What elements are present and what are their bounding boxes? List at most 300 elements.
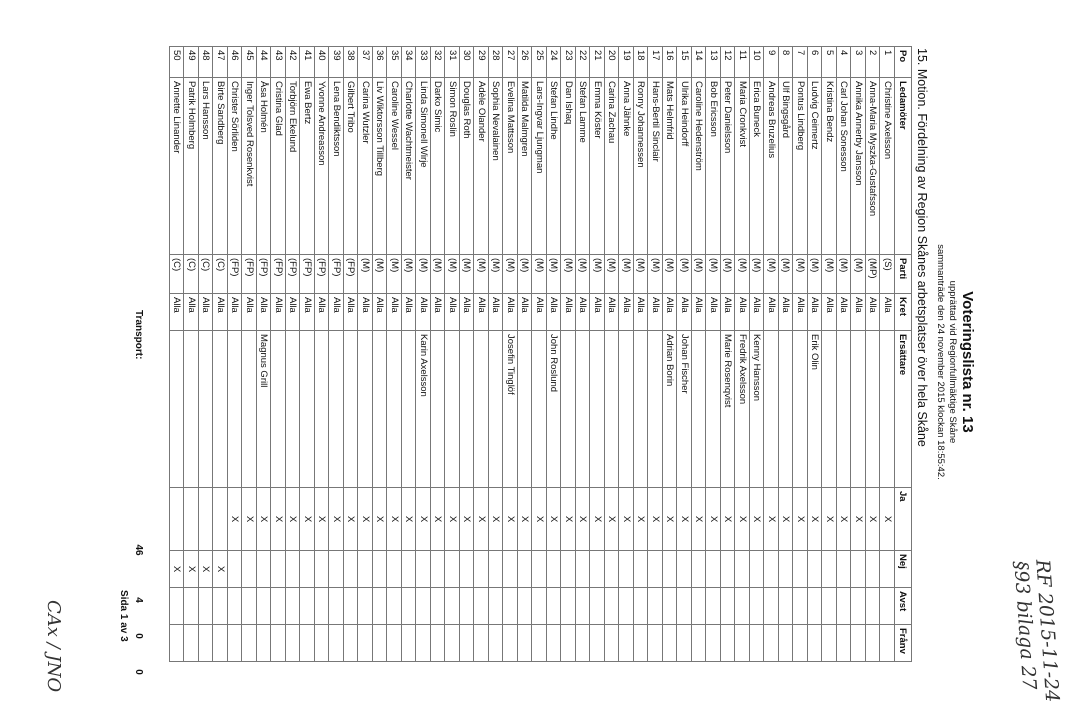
cell-nej	[634, 551, 649, 588]
cell-kret: Alla	[590, 294, 605, 331]
table-row	[344, 47, 359, 662]
cell-ersattare	[474, 331, 489, 488]
cell-nej	[779, 551, 794, 588]
table-row	[271, 47, 286, 662]
cell-avst	[315, 588, 330, 625]
cell-ersattare: Kenny Hansson	[750, 331, 765, 488]
cell-franv	[445, 625, 460, 662]
cell-name: Stefan Lindhe	[547, 78, 562, 255]
cell-parti: (M)	[358, 255, 373, 294]
cell-ersattare	[402, 331, 417, 488]
agenda-item-text: Motion. Fördelning av Region Skånes arbetsplatser över hela Skåne	[915, 68, 929, 447]
cell-franv	[866, 625, 881, 662]
agenda-item-heading	[915, 48, 929, 447]
cell-avst	[750, 588, 765, 625]
cell-po: 27	[503, 47, 518, 78]
cell-avst	[257, 588, 272, 625]
cell-ersattare	[387, 331, 402, 488]
cell-kret: Alla	[822, 294, 837, 331]
cell-franv	[547, 625, 562, 662]
cell-nej	[271, 551, 286, 588]
cell-po: 13	[706, 47, 721, 78]
cell-franv	[721, 625, 736, 662]
cell-ja: X	[228, 488, 243, 551]
cell-franv	[489, 625, 504, 662]
cell-name: Erica Buneck	[750, 78, 765, 255]
cell-parti: (M)	[532, 255, 547, 294]
cell-ja: X	[648, 488, 663, 551]
cell-avst	[344, 588, 359, 625]
cell-kret: Alla	[619, 294, 634, 331]
vote-table-body	[170, 47, 895, 662]
cell-po: 38	[344, 47, 359, 78]
table-row	[779, 47, 794, 662]
cell-franv	[213, 625, 228, 662]
cell-franv	[793, 625, 808, 662]
table-row	[518, 47, 533, 662]
cell-po: 39	[329, 47, 344, 78]
cell-franv	[257, 625, 272, 662]
cell-ja: X	[445, 488, 460, 551]
cell-ja: X	[474, 488, 489, 551]
transport-avst-total: 0	[133, 633, 144, 639]
cell-nej	[387, 551, 402, 588]
cell-nej	[750, 551, 765, 588]
cell-parti: (M)	[445, 255, 460, 294]
cell-kret: Alla	[561, 294, 576, 331]
cell-ersattare: Johan Fischer	[677, 331, 692, 488]
cell-avst	[880, 588, 895, 625]
cell-avst	[300, 588, 315, 625]
cell-name: Douglas Roth	[460, 78, 475, 255]
cell-po: 49	[184, 47, 199, 78]
cell-po: 24	[547, 47, 562, 78]
cell-parti: (M)	[735, 255, 750, 294]
cell-franv	[228, 625, 243, 662]
cell-parti: (M)	[692, 255, 707, 294]
cell-nej	[242, 551, 257, 588]
cell-nej	[561, 551, 576, 588]
cell-avst	[779, 588, 794, 625]
cell-ersattare: Karin Axelsson	[416, 331, 431, 488]
cell-po: 1	[880, 47, 895, 78]
cell-ersattare	[228, 331, 243, 488]
cell-parti: (C)	[170, 255, 185, 294]
cell-name: Darko Simic	[431, 78, 446, 255]
cell-nej: X	[213, 551, 228, 588]
cell-franv	[242, 625, 257, 662]
table-row	[474, 47, 489, 662]
table-row	[634, 47, 649, 662]
cell-kret: Alla	[445, 294, 460, 331]
cell-franv	[750, 625, 765, 662]
cell-parti: (FP)	[257, 255, 272, 294]
cell-parti: (M)	[779, 255, 794, 294]
cell-avst	[489, 588, 504, 625]
cell-ersattare	[605, 331, 620, 488]
cell-parti: (M)	[431, 255, 446, 294]
table-row	[489, 47, 504, 662]
cell-nej	[315, 551, 330, 588]
table-row	[373, 47, 388, 662]
cell-franv	[677, 625, 692, 662]
table-row	[677, 47, 692, 662]
cell-nej	[735, 551, 750, 588]
cell-po: 23	[561, 47, 576, 78]
cell-kret: Alla	[677, 294, 692, 331]
cell-name: Ulf Bingsgård	[779, 78, 794, 255]
cell-name: Torbjörn Ekelund	[286, 78, 301, 255]
cell-po: 7	[793, 47, 808, 78]
cell-franv	[518, 625, 533, 662]
cell-po: 29	[474, 47, 489, 78]
cell-po: 21	[590, 47, 605, 78]
cell-ja: X	[793, 488, 808, 551]
cell-name: Birte Sandberg	[213, 78, 228, 255]
cell-parti: (M)	[576, 255, 591, 294]
cell-ja: X	[518, 488, 533, 551]
table-row	[242, 47, 257, 662]
cell-kret: Alla	[271, 294, 286, 331]
cell-ersattare	[489, 331, 504, 488]
cell-avst	[619, 588, 634, 625]
cell-nej	[866, 551, 881, 588]
cell-ersattare	[344, 331, 359, 488]
table-row	[503, 47, 518, 662]
table-row	[764, 47, 779, 662]
cell-nej	[793, 551, 808, 588]
table-row	[213, 47, 228, 662]
cell-parti: (M)	[619, 255, 634, 294]
cell-name: Pontus Lindberg	[793, 78, 808, 255]
cell-ja: X	[779, 488, 794, 551]
cell-ersattare	[518, 331, 533, 488]
cell-name: Andreas Bruzelius	[764, 78, 779, 255]
cell-name: Hans-Bertil Sinclair	[648, 78, 663, 255]
cell-kret: Alla	[228, 294, 243, 331]
cell-franv	[779, 625, 794, 662]
cell-kret: Alla	[837, 294, 852, 331]
cell-avst	[764, 588, 779, 625]
table-row	[793, 47, 808, 662]
cell-po: 43	[271, 47, 286, 78]
col-header-name: Ledamöter	[895, 78, 912, 255]
cell-parti: (M)	[648, 255, 663, 294]
cell-kret: Alla	[648, 294, 663, 331]
cell-avst	[677, 588, 692, 625]
cell-ersattare	[764, 331, 779, 488]
cell-nej	[808, 551, 823, 588]
cell-avst	[518, 588, 533, 625]
cell-ersattare	[532, 331, 547, 488]
cell-name: Carina Wutzler	[358, 78, 373, 255]
cell-po: 41	[300, 47, 315, 78]
cell-name: Emma Köster	[590, 78, 605, 255]
cell-parti: (M)	[402, 255, 417, 294]
cell-po: 47	[213, 47, 228, 78]
cell-name: Christine Axelsson	[880, 78, 895, 255]
cell-avst	[431, 588, 446, 625]
cell-avst	[822, 588, 837, 625]
cell-kret: Alla	[735, 294, 750, 331]
cell-franv	[402, 625, 417, 662]
cell-avst	[373, 588, 388, 625]
cell-avst	[358, 588, 373, 625]
cell-parti: (M)	[460, 255, 475, 294]
cell-name: Ulrika Heindorff	[677, 78, 692, 255]
cell-franv	[576, 625, 591, 662]
cell-ja	[184, 488, 199, 551]
table-row	[460, 47, 475, 662]
cell-franv	[735, 625, 750, 662]
cell-ja: X	[837, 488, 852, 551]
cell-ja: X	[750, 488, 765, 551]
table-row	[851, 47, 866, 662]
cell-nej	[721, 551, 736, 588]
cell-ersattare	[242, 331, 257, 488]
cell-parti: (M)	[373, 255, 388, 294]
table-row	[329, 47, 344, 662]
cell-franv	[474, 625, 489, 662]
cell-parti: (C)	[184, 255, 199, 294]
cell-name: Ludvig Ceimertz	[808, 78, 823, 255]
cell-kret: Alla	[750, 294, 765, 331]
transport-nej-total: 4	[133, 597, 144, 603]
cell-name: Ewa Bertz	[300, 78, 315, 255]
cell-name: Linda Simonell Wirje	[416, 78, 431, 255]
table-row	[170, 47, 185, 662]
cell-ja: X	[431, 488, 446, 551]
cell-parti: (M)	[634, 255, 649, 294]
cell-ja: X	[416, 488, 431, 551]
cell-ja: X	[619, 488, 634, 551]
cell-po: 14	[692, 47, 707, 78]
cell-nej	[503, 551, 518, 588]
cell-franv	[416, 625, 431, 662]
cell-name: Simon Roslin	[445, 78, 460, 255]
cell-kret: Alla	[431, 294, 446, 331]
cell-ja: X	[489, 488, 504, 551]
cell-nej	[460, 551, 475, 588]
cell-kret: Alla	[764, 294, 779, 331]
cell-ja: X	[257, 488, 272, 551]
cell-po: 40	[315, 47, 330, 78]
cell-kret: Alla	[358, 294, 373, 331]
cell-nej	[764, 551, 779, 588]
cell-franv	[808, 625, 823, 662]
cell-po: 11	[735, 47, 750, 78]
cell-avst	[460, 588, 475, 625]
cell-ersattare	[851, 331, 866, 488]
cell-nej: X	[184, 551, 199, 588]
cell-po: 32	[431, 47, 446, 78]
table-row	[286, 47, 301, 662]
cell-parti: (MP)	[866, 255, 881, 294]
cell-franv	[822, 625, 837, 662]
cell-kret: Alla	[851, 294, 866, 331]
cell-po: 18	[634, 47, 649, 78]
cell-franv	[184, 625, 199, 662]
cell-ersattare	[300, 331, 315, 488]
cell-po: 9	[764, 47, 779, 78]
transport-franv-total: 0	[133, 669, 144, 675]
cell-ersattare	[358, 331, 373, 488]
cell-ja: X	[300, 488, 315, 551]
cell-kret: Alla	[547, 294, 562, 331]
cell-ersattare	[271, 331, 286, 488]
cell-ja: X	[764, 488, 779, 551]
cell-avst	[503, 588, 518, 625]
cell-nej	[445, 551, 460, 588]
cell-ja: X	[286, 488, 301, 551]
cell-ersattare	[880, 331, 895, 488]
cell-parti: (M)	[663, 255, 678, 294]
cell-nej	[228, 551, 243, 588]
cell-parti: (M)	[387, 255, 402, 294]
cell-po: 31	[445, 47, 460, 78]
cell-ja: X	[561, 488, 576, 551]
cell-name: Bob Ericsson	[706, 78, 721, 255]
cell-kret: Alla	[489, 294, 504, 331]
cell-kret: Alla	[808, 294, 823, 331]
table-row	[721, 47, 736, 662]
cell-kret: Alla	[460, 294, 475, 331]
cell-parti: (FP)	[228, 255, 243, 294]
table-row	[358, 47, 373, 662]
cell-ja: X	[271, 488, 286, 551]
document-title: Voteringslista nr. 13	[959, 291, 976, 433]
cell-name: Peter Danielsson	[721, 78, 736, 255]
cell-avst	[808, 588, 823, 625]
cell-po: 10	[750, 47, 765, 78]
cell-nej	[590, 551, 605, 588]
cell-ja: X	[373, 488, 388, 551]
cell-po: 12	[721, 47, 736, 78]
cell-ja: X	[460, 488, 475, 551]
cell-ersattare	[648, 331, 663, 488]
cell-franv	[532, 625, 547, 662]
cell-ja: X	[822, 488, 837, 551]
cell-parti: (FP)	[242, 255, 257, 294]
cell-avst	[228, 588, 243, 625]
cell-po: 22	[576, 47, 591, 78]
vote-table-header-row	[895, 47, 912, 662]
cell-ja: X	[387, 488, 402, 551]
cell-franv	[880, 625, 895, 662]
cell-avst	[547, 588, 562, 625]
table-row	[416, 47, 431, 662]
cell-kret: Alla	[242, 294, 257, 331]
cell-name: Anna-Maria Myszka-Gustafsson	[866, 78, 881, 255]
table-row	[228, 47, 243, 662]
cell-ja: X	[663, 488, 678, 551]
cell-ja: X	[634, 488, 649, 551]
cell-avst	[793, 588, 808, 625]
cell-name: Liv Wiktorsson Tillberg	[373, 78, 388, 255]
cell-kret: Alla	[344, 294, 359, 331]
cell-po: 5	[822, 47, 837, 78]
cell-kret: Alla	[518, 294, 533, 331]
cell-franv	[286, 625, 301, 662]
cell-name: Mats Helmfrid	[663, 78, 678, 255]
cell-avst	[692, 588, 707, 625]
cell-ersattare: Magnus Grill	[257, 331, 272, 488]
cell-kret: Alla	[866, 294, 881, 331]
cell-kret: Alla	[387, 294, 402, 331]
cell-name: Carl Johan Sonesson	[837, 78, 852, 255]
document-subtitle-2: sammanträde den 24 november 2015 klockan 18:55:42.	[935, 244, 946, 480]
cell-ja: X	[358, 488, 373, 551]
cell-avst	[721, 588, 736, 625]
cell-ja: X	[866, 488, 881, 551]
cell-avst	[837, 588, 852, 625]
cell-po: 44	[257, 47, 272, 78]
cell-kret: Alla	[692, 294, 707, 331]
cell-parti: (M)	[677, 255, 692, 294]
cell-franv	[271, 625, 286, 662]
cell-name: Christer Sörliden	[228, 78, 243, 255]
table-row	[257, 47, 272, 662]
table-row	[184, 47, 199, 662]
cell-avst	[735, 588, 750, 625]
cell-parti: (M)	[837, 255, 852, 294]
cell-kret: Alla	[532, 294, 547, 331]
cell-avst	[634, 588, 649, 625]
cell-po: 28	[489, 47, 504, 78]
cell-ja: X	[721, 488, 736, 551]
cell-kret: Alla	[706, 294, 721, 331]
cell-po: 45	[242, 47, 257, 78]
cell-kret: Alla	[373, 294, 388, 331]
cell-parti: (FP)	[315, 255, 330, 294]
cell-ersattare	[779, 331, 794, 488]
cell-ja: X	[851, 488, 866, 551]
cell-parti: (C)	[213, 255, 228, 294]
cell-parti: (C)	[199, 255, 214, 294]
cell-kret: Alla	[605, 294, 620, 331]
handwritten-initials: CAx / JNO	[43, 600, 64, 693]
handwritten-reference-note: RF 2015-11-24 §93 bilaga 27	[1009, 558, 1064, 703]
cell-name: Lars-Ingvar Ljungman	[532, 78, 547, 255]
cell-po: 36	[373, 47, 388, 78]
cell-kret: Alla	[474, 294, 489, 331]
cell-ja	[199, 488, 214, 551]
cell-nej	[677, 551, 692, 588]
table-row	[547, 47, 562, 662]
cell-name: Lars Hansson	[199, 78, 214, 255]
col-header-parti: Parti	[895, 255, 912, 294]
cell-nej	[880, 551, 895, 588]
cell-ersattare	[634, 331, 649, 488]
cell-po: 42	[286, 47, 301, 78]
cell-po: 17	[648, 47, 663, 78]
col-header-kret: Kret	[895, 294, 912, 331]
cell-parti: (FP)	[329, 255, 344, 294]
cell-ja: X	[880, 488, 895, 551]
cell-nej	[416, 551, 431, 588]
transport-label: Transport:	[133, 310, 144, 360]
col-header-franv: Frånv	[895, 625, 912, 662]
table-row	[808, 47, 823, 662]
cell-parti: (M)	[750, 255, 765, 294]
cell-ersattare	[170, 331, 185, 488]
cell-ja: X	[315, 488, 330, 551]
cell-franv	[706, 625, 721, 662]
cell-ersattare	[315, 331, 330, 488]
cell-avst	[416, 588, 431, 625]
cell-nej	[822, 551, 837, 588]
cell-franv	[619, 625, 634, 662]
